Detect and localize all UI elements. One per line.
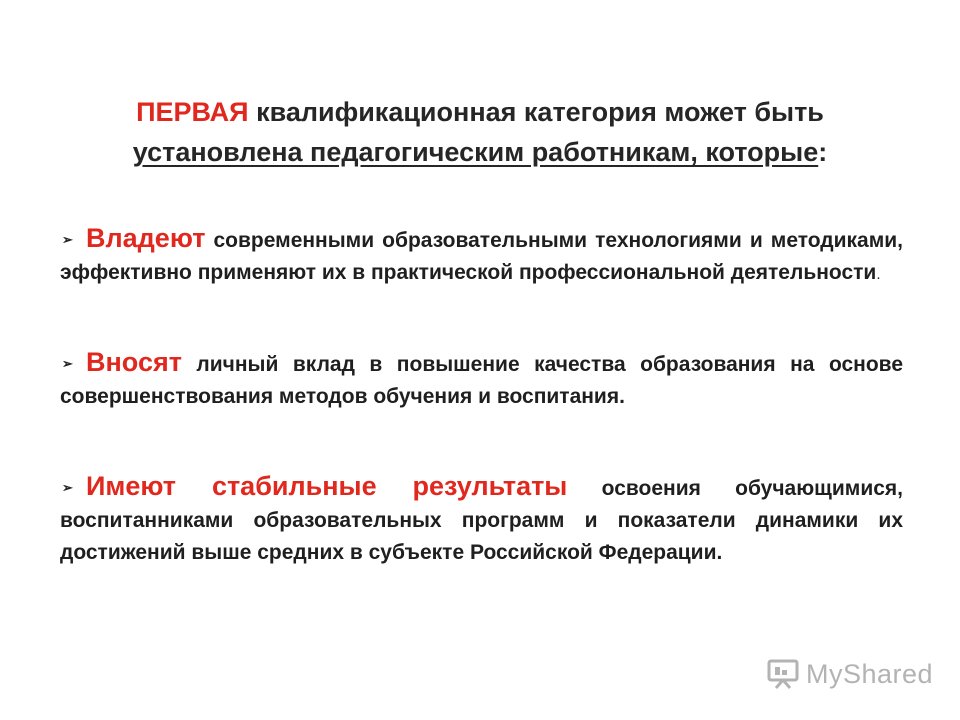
list-item xyxy=(60,222,903,291)
item-keyword: Владеют xyxy=(86,223,206,253)
watermark-text: MyShared xyxy=(806,658,934,689)
list-item xyxy=(60,346,903,413)
arrow-bullet-icon: ➢ xyxy=(62,480,73,495)
list-item xyxy=(60,470,903,569)
title-line2: установлена педагогическим работникам, которые xyxy=(132,137,819,167)
item-keyword: Вносят xyxy=(86,347,182,377)
item-keyword: Имеют стабильные результаты xyxy=(86,471,568,501)
title-colon: : xyxy=(818,137,828,167)
item-text: освоения обучающимися, воспитанниками образовательных программ и показатели динамики их достижений выше средних в субъекте Российской Федерации. xyxy=(60,477,903,564)
arrow-bullet-icon: ➢ xyxy=(62,356,73,371)
slide-title xyxy=(60,92,900,172)
presentation-board-icon xyxy=(766,657,800,691)
item-end: . xyxy=(876,266,881,283)
title-highlight: ПЕРВАЯ xyxy=(136,97,249,127)
item-text: современными образовательными технологиями и методиками, эффективно применяют их в практической профессиональной деятельности xyxy=(60,229,903,284)
title-line1: квалификационная категория может быть xyxy=(248,97,824,127)
myshared-logo xyxy=(766,652,933,696)
arrow-bullet-icon: ➢ xyxy=(62,232,73,247)
item-text: личный вклад в повышение качества образования на основе совершенствования методов обучения и воспитания. xyxy=(60,353,903,408)
